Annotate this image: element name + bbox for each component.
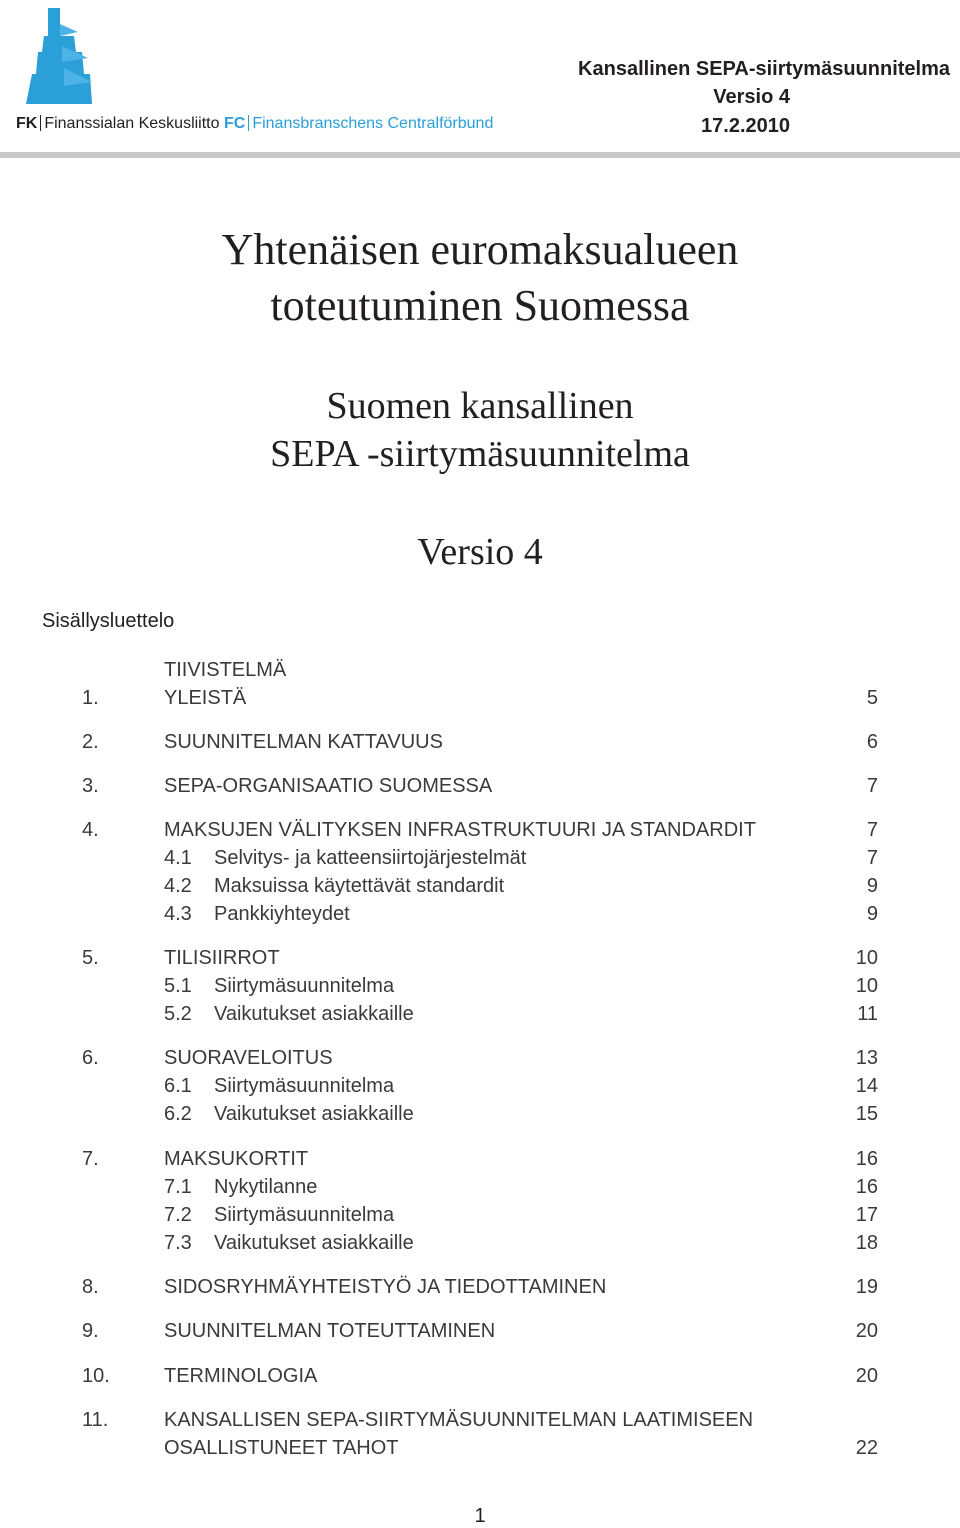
org-fk-abbrev: FK <box>16 115 38 132</box>
toc-entry[interactable] <box>82 1317 882 1345</box>
toc-number: 9. <box>82 1320 99 1342</box>
toc-label: Pankkiyhteydet <box>214 903 350 925</box>
toc-page: 5 <box>866 687 878 709</box>
toc-label: Selvitys- ja katteensiirtojärjestelmät <box>214 847 527 869</box>
toc-subentry[interactable] <box>82 844 882 872</box>
toc-number: 4.1 <box>164 847 192 869</box>
toc-label: Siirtymäsuunnitelma <box>214 1204 395 1226</box>
header-doc-title: Kansallinen SEPA-siirtymäsuunnitelma <box>578 58 950 80</box>
toc-entry[interactable] <box>82 1406 882 1462</box>
toc-number: 5.1 <box>164 975 192 997</box>
toc-label: TILISIIRROT <box>164 947 280 969</box>
toc-page: 13 <box>855 1047 878 1069</box>
toc-page: 14 <box>855 1075 878 1097</box>
header-date: 17.2.2010 <box>701 115 790 137</box>
title-line-2: toteutuminen Suomessa <box>270 281 690 330</box>
toc-label: Maksuissa käytettävät standardit <box>214 875 505 897</box>
toc-subentry[interactable] <box>82 1201 882 1229</box>
toc-page: 7 <box>866 775 878 797</box>
toc-page: 20 <box>855 1365 878 1387</box>
toc-label: Nykytilanne <box>214 1176 318 1198</box>
toc-page: 22 <box>855 1437 878 1459</box>
toc-label: TERMINOLOGIA <box>164 1365 318 1387</box>
toc-entry[interactable] <box>82 772 882 800</box>
toc-page: 17 <box>855 1204 878 1226</box>
toc-number: 7. <box>82 1148 99 1170</box>
page-number: 1 <box>474 1505 486 1527</box>
toc-page: 10 <box>855 947 878 969</box>
toc-page: 19 <box>855 1276 878 1298</box>
toc-page: 15 <box>855 1103 878 1125</box>
toc-number: 4. <box>82 819 99 841</box>
toc-page: 9 <box>866 875 878 897</box>
toc-entry[interactable] <box>82 656 882 684</box>
toc-page: 9 <box>866 903 878 925</box>
subtitle-line-1: Suomen kansallinen <box>326 385 634 427</box>
toc-label-continued: OSALLISTUNEET TAHOT <box>164 1437 399 1459</box>
toc-entry[interactable] <box>82 1273 882 1301</box>
toc-page: 10 <box>855 975 878 997</box>
toc-page: 11 <box>857 1003 878 1025</box>
toc-number: 3. <box>82 775 99 797</box>
toc-label: TIIVISTELMÄ <box>164 659 287 681</box>
toc-number: 6.2 <box>164 1103 192 1125</box>
org-fc-abbrev: FC <box>223 115 246 132</box>
toc-page: 16 <box>855 1176 878 1198</box>
toc-label: KANSALLISEN SEPA-SIIRTYMÄSUUNNITELMAN LAATIMISEEN <box>164 1409 754 1431</box>
toc-entry[interactable] <box>82 1362 882 1390</box>
toc-label: Vaikutukset asiakkaille <box>214 1103 414 1125</box>
toc-label: SUUNNITELMAN KATTAVUUS <box>164 731 443 753</box>
toc-heading: Sisällysluettelo <box>42 610 175 632</box>
toc-label: YLEISTÄ <box>164 687 247 709</box>
toc-subentry[interactable] <box>82 972 882 1000</box>
toc-label: SIDOSRYHMÄYHTEISTYÖ JA TIEDOTTAMINEN <box>164 1276 607 1298</box>
subtitle-line-2: SEPA -siirtymäsuunnitelma <box>270 433 690 475</box>
toc-subentry[interactable] <box>82 1000 882 1028</box>
toc-number: 8. <box>82 1276 99 1298</box>
toc-subentry[interactable] <box>82 1100 882 1128</box>
toc-page: 20 <box>855 1320 878 1342</box>
toc-label: Siirtymäsuunnitelma <box>214 975 395 997</box>
toc-entry[interactable] <box>82 944 882 972</box>
toc-label: SUORAVELOITUS <box>164 1047 333 1069</box>
header-version: Versio 4 <box>713 86 790 108</box>
toc-number: 2. <box>82 731 99 753</box>
toc-entry[interactable] <box>82 816 882 844</box>
toc-entry[interactable] <box>82 684 882 712</box>
toc-subentry[interactable] <box>82 1229 882 1257</box>
toc-label: Vaikutukset asiakkaille <box>214 1232 414 1254</box>
toc-entry[interactable] <box>82 1044 882 1072</box>
toc-number: 5. <box>82 947 99 969</box>
toc-label: SUUNNITELMAN TOTEUTTAMINEN <box>164 1320 496 1342</box>
toc-number: 4.2 <box>164 875 192 897</box>
toc-number: 7.1 <box>164 1176 192 1198</box>
title-line-1: Yhtenäisen euromaksualueen <box>221 225 739 274</box>
org-fc-name: Finansbranschens Centralförbund <box>252 115 494 132</box>
toc-subentry[interactable] <box>82 872 882 900</box>
toc-number: 7.3 <box>164 1232 192 1254</box>
toc-label: MAKSUJEN VÄLITYKSEN INFRASTRUKTUURI JA STANDARDIT <box>164 819 756 841</box>
toc-page: 6 <box>866 731 878 753</box>
toc-subentry[interactable] <box>82 1072 882 1100</box>
toc-number: 11. <box>82 1409 109 1431</box>
toc-entry[interactable] <box>82 1145 882 1173</box>
toc-label: SEPA-ORGANISAATIO SUOMESSA <box>164 775 493 797</box>
org-fk-name: Finanssialan Keskusliitto <box>44 115 220 132</box>
toc-subentry[interactable] <box>82 1173 882 1201</box>
toc-number: 5.2 <box>164 1003 192 1025</box>
toc-number: 4.3 <box>164 903 192 925</box>
toc-number: 6. <box>82 1047 99 1069</box>
toc-label: MAKSUKORTIT <box>164 1148 309 1170</box>
toc-page: 7 <box>866 819 878 841</box>
toc-number: 1. <box>82 687 99 709</box>
toc-number: 6.1 <box>164 1075 192 1097</box>
toc-label: Siirtymäsuunnitelma <box>214 1075 395 1097</box>
toc-label: Vaikutukset asiakkaille <box>214 1003 414 1025</box>
toc-page: 16 <box>855 1148 878 1170</box>
toc-page: 7 <box>866 847 878 869</box>
toc-number: 7.2 <box>164 1204 192 1226</box>
version-label: Versio 4 <box>417 531 543 573</box>
toc-subentry[interactable] <box>82 900 882 928</box>
toc-entry[interactable] <box>82 728 882 756</box>
toc-page: 18 <box>855 1232 878 1254</box>
toc-number: 10. <box>82 1365 110 1387</box>
